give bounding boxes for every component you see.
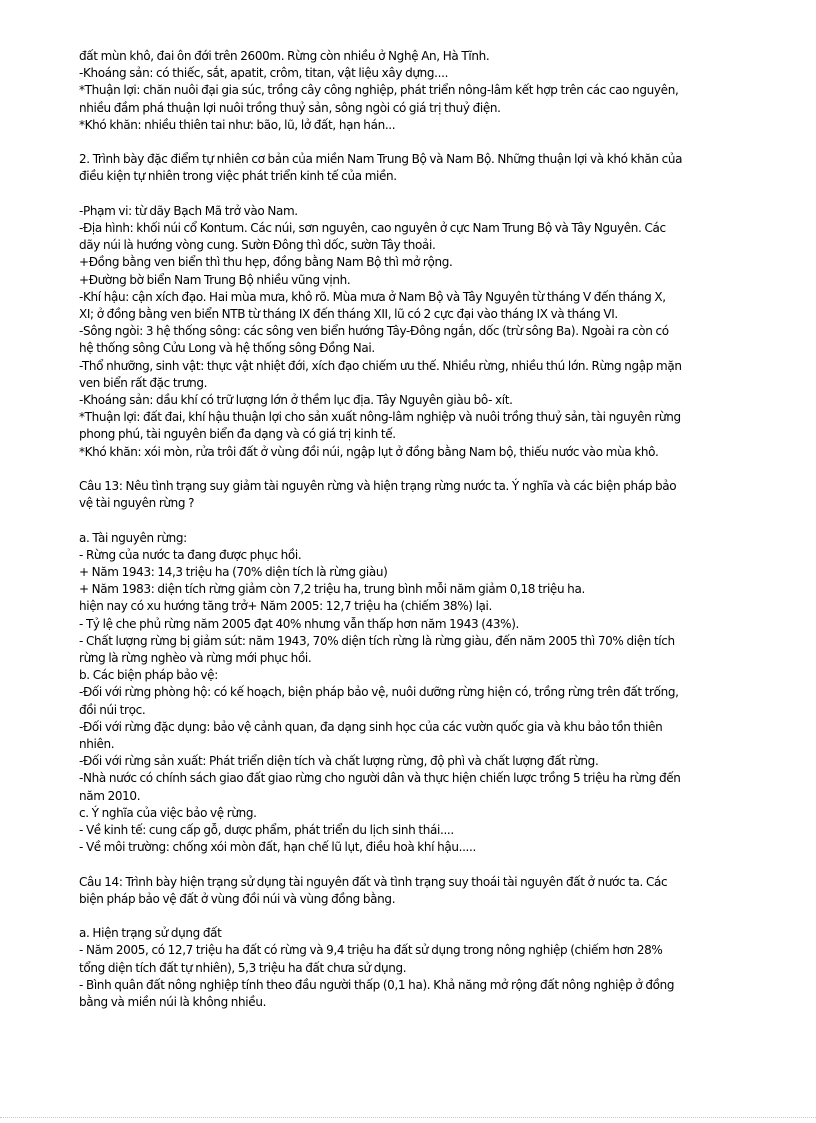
text-line: -Đối với rừng sản xuất: Phát triển diện tích và chất lượng rừng, độ phì và chất lượng đất rừng.: [79, 754, 599, 769]
text-line: phong phú, tài nguyên biển đa dạng và có giá trị kinh tế.: [79, 427, 396, 442]
text-line: rừng là rừng nghèo và rừng mới phục hồi.: [79, 651, 312, 666]
text-line: hiện nay có xu hướng tăng trở+ Năm 2005: 12,7 triệu ha (chiếm 38%) lại.: [79, 599, 493, 614]
text-line: *Khó khăn: nhiều thiên tai như: bão, lũ, lở đất, hạn hán...: [79, 117, 396, 132]
text-line: điều kiện tự nhiên trong việc phát triển kinh tế của miền.: [79, 169, 397, 184]
text-line: nhiên.: [79, 737, 115, 752]
text-line: *Khó khăn: xói mòn, rửa trôi đất ở vùng đồi núi, ngập lụt ở đồng bằng Nam bộ, thiếu nước vào mùa khô.: [79, 444, 659, 459]
text-line: c. Ý nghĩa của việc bảo vệ rừng.: [79, 805, 257, 820]
text-line: -Phạm vi: từ dãy Bạch Mã trở vào Nam.: [79, 203, 298, 218]
text-line: -Địa hình: khối núi cổ Kontum. Các núi, sơn nguyên, cao nguyên ở cực Nam Trung Bộ và Tây Nguyên. Các: [79, 221, 666, 235]
text-line: -Khoáng sản: có thiếc, sắt, apatit, crôm, titan, vật liệu xây dựng....: [79, 66, 449, 81]
text-line: đất mùn khô, đai ôn đới trên 2600m. Rừng còn nhiều ở Nghệ An, Hà Tĩnh.: [79, 49, 490, 63]
text-line: hệ thống sông Cửu Long và hệ thống sông Đồng Nai.: [79, 341, 375, 356]
text-line: - Năm 2005, có 12,7 triệu ha đất có rừng và 9,4 triệu ha đất sử dụng trong nông nghiệp (chiếm hơn 28%: [79, 943, 663, 958]
text-line: -Khí hậu: cận xích đạo. Hai mùa mưa, khô rõ. Mùa mưa ở Nam Bộ và Tây Nguyên từ tháng V đến tháng X,: [79, 289, 666, 304]
text-line: ven biển rất đặc trưng.: [79, 375, 208, 390]
text-line: *Thuận lợi: chăn nuôi đại gia súc, trồng cây công nghiệp, phát triển nông-lâm kết hợp trên các cao nguyên,: [79, 83, 679, 98]
text-line: biện pháp bảo vệ đất ở vùng đồi núi và vùng đồng bằng.: [79, 891, 396, 906]
blank-line: [79, 512, 776, 529]
text-line: - Tỷ lệ che phủ rừng năm 2005 đạt 40% nhưng vẫn thấp hơn năm 1943 (43%).: [79, 616, 519, 631]
text-line: -Nhà nước có chính sách giao đất giao rừng cho người dân và thực hiện chiến lược trồng 5 triệu ha rừng đến: [79, 771, 681, 786]
text-line: dãy núi là hướng vòng cung. Sườn Đông thì dốc, sườn Tây thoải.: [79, 238, 436, 253]
blank-line: [79, 134, 776, 151]
text-line: -Đối với rừng phòng hộ: có kế hoạch, biện pháp bảo vệ, nuôi dưỡng rừng hiện có, trồng rừng trên đất trống,: [79, 685, 679, 700]
text-line: -Đối với rừng đặc dụng: bảo vệ cảnh quan, đa dạng sinh học của các vườn quốc gia và khu bảo tồn thiên: [79, 719, 663, 734]
text-line: đồi núi trọc.: [79, 702, 146, 717]
text-line: +Đường bờ biển Nam Trung Bộ nhiều vũng vịnh.: [79, 272, 351, 287]
text-line: + Năm 1943: 14,3 triệu ha (70% diện tích là rừng giàu): [79, 565, 388, 580]
text-line: - Về môi trường: chống xói mòn đất, hạn chế lũ lụt, điều hoà khí hậu.....: [79, 840, 476, 855]
blank-line: [79, 186, 776, 203]
text-line: -Sông ngòi: 3 hệ thống sông: các sông ven biển hướng Tây-Đông ngắn, dốc (trừ sông Ba). Ngoài ra còn có: [79, 324, 669, 339]
text-line: - Về kinh tế: cung cấp gỗ, dược phẩm, phát triển du lịch sinh thái....: [79, 823, 454, 838]
text-line: vệ tài nguyên rừng ?: [79, 496, 195, 511]
text-line: nhiều đầm phá thuận lợi nuôi trồng thuỷ sản, sông ngòi có giá trị thuỷ điện.: [79, 100, 501, 115]
blank-line: [79, 856, 776, 873]
text-line: b. Các biện pháp bảo vệ:: [79, 668, 218, 683]
text-line: năm 2010.: [79, 788, 141, 803]
text-line: Câu 13: Nêu tình trạng suy giảm tài nguyên rừng và hiện trạng rừng nước ta. Ý nghĩa và các biện pháp bảo: [79, 479, 677, 494]
text-line: Câu 14: Trình bày hiện trạng sử dụng tài nguyên đất và tình trạng suy thoái tài nguyên đất ở nước ta. Các: [79, 874, 668, 889]
blank-line: [79, 461, 776, 478]
document-body: [79, 48, 776, 1011]
text-line: a. Tài nguyên rừng:: [79, 530, 187, 545]
text-line: *Thuận lợi: đất đai, khí hậu thuận lợi cho sản xuất nông-lâm nghiệp và nuôi trồng thuỷ sản, tài nguyên rừng: [79, 410, 681, 425]
blank-line: [79, 908, 776, 925]
text-line: 2. Trình bày đặc điểm tự nhiên cơ bản của miền Nam Trung Bộ và Nam Bộ. Những thuận lợi và khó khăn của: [79, 152, 683, 167]
text-line: XI; ở đồng bằng ven biển NTB từ tháng IX đến tháng XII, lũ có 2 cực đại vào tháng IX và tháng VI.: [79, 307, 618, 322]
page-bottom-divider: [0, 1117, 816, 1118]
text-line: - Bình quân đất nông nghiệp tính theo đầu người thấp (0,1 ha). Khả năng mở rộng đất nông nghiệp ở đồng: [79, 977, 675, 992]
text-line: a. Hiện trạng sử dụng đất: [79, 926, 222, 941]
text-line: -Khoáng sản: dầu khí có trữ lượng lớn ở thềm lục địa. Tây Nguyên giàu bô- xít.: [79, 393, 513, 408]
text-line: bằng và miền núi là không nhiều.: [79, 995, 267, 1010]
text-line: + Năm 1983: diện tích rừng giảm còn 7,2 triệu ha, trung bình mỗi năm giảm 0,18 triệu ha.: [79, 582, 585, 597]
text-line: tổng diện tích đất tự nhiên), 5,3 triệu ha đất chưa sử dụng.: [79, 960, 407, 975]
text-line: - Chất lượng rừng bị giảm sút: năm 1943, 70% diện tích rừng là rừng giàu, đến năm 2005 thì 70% diện tích: [79, 633, 675, 648]
text-line: +Đồng bằng ven biển thì thu hẹp, đồng bằng Nam Bộ thì mở rộng.: [79, 255, 453, 270]
text-line: -Thổ nhưỡng, sinh vật: thực vật nhiệt đới, xích đạo chiếm ưu thế. Nhiều rừng, nhiều thú lớn. Rừng ngập mặn: [79, 358, 682, 373]
text-line: - Rừng của nước ta đang được phục hồi.: [79, 547, 302, 562]
